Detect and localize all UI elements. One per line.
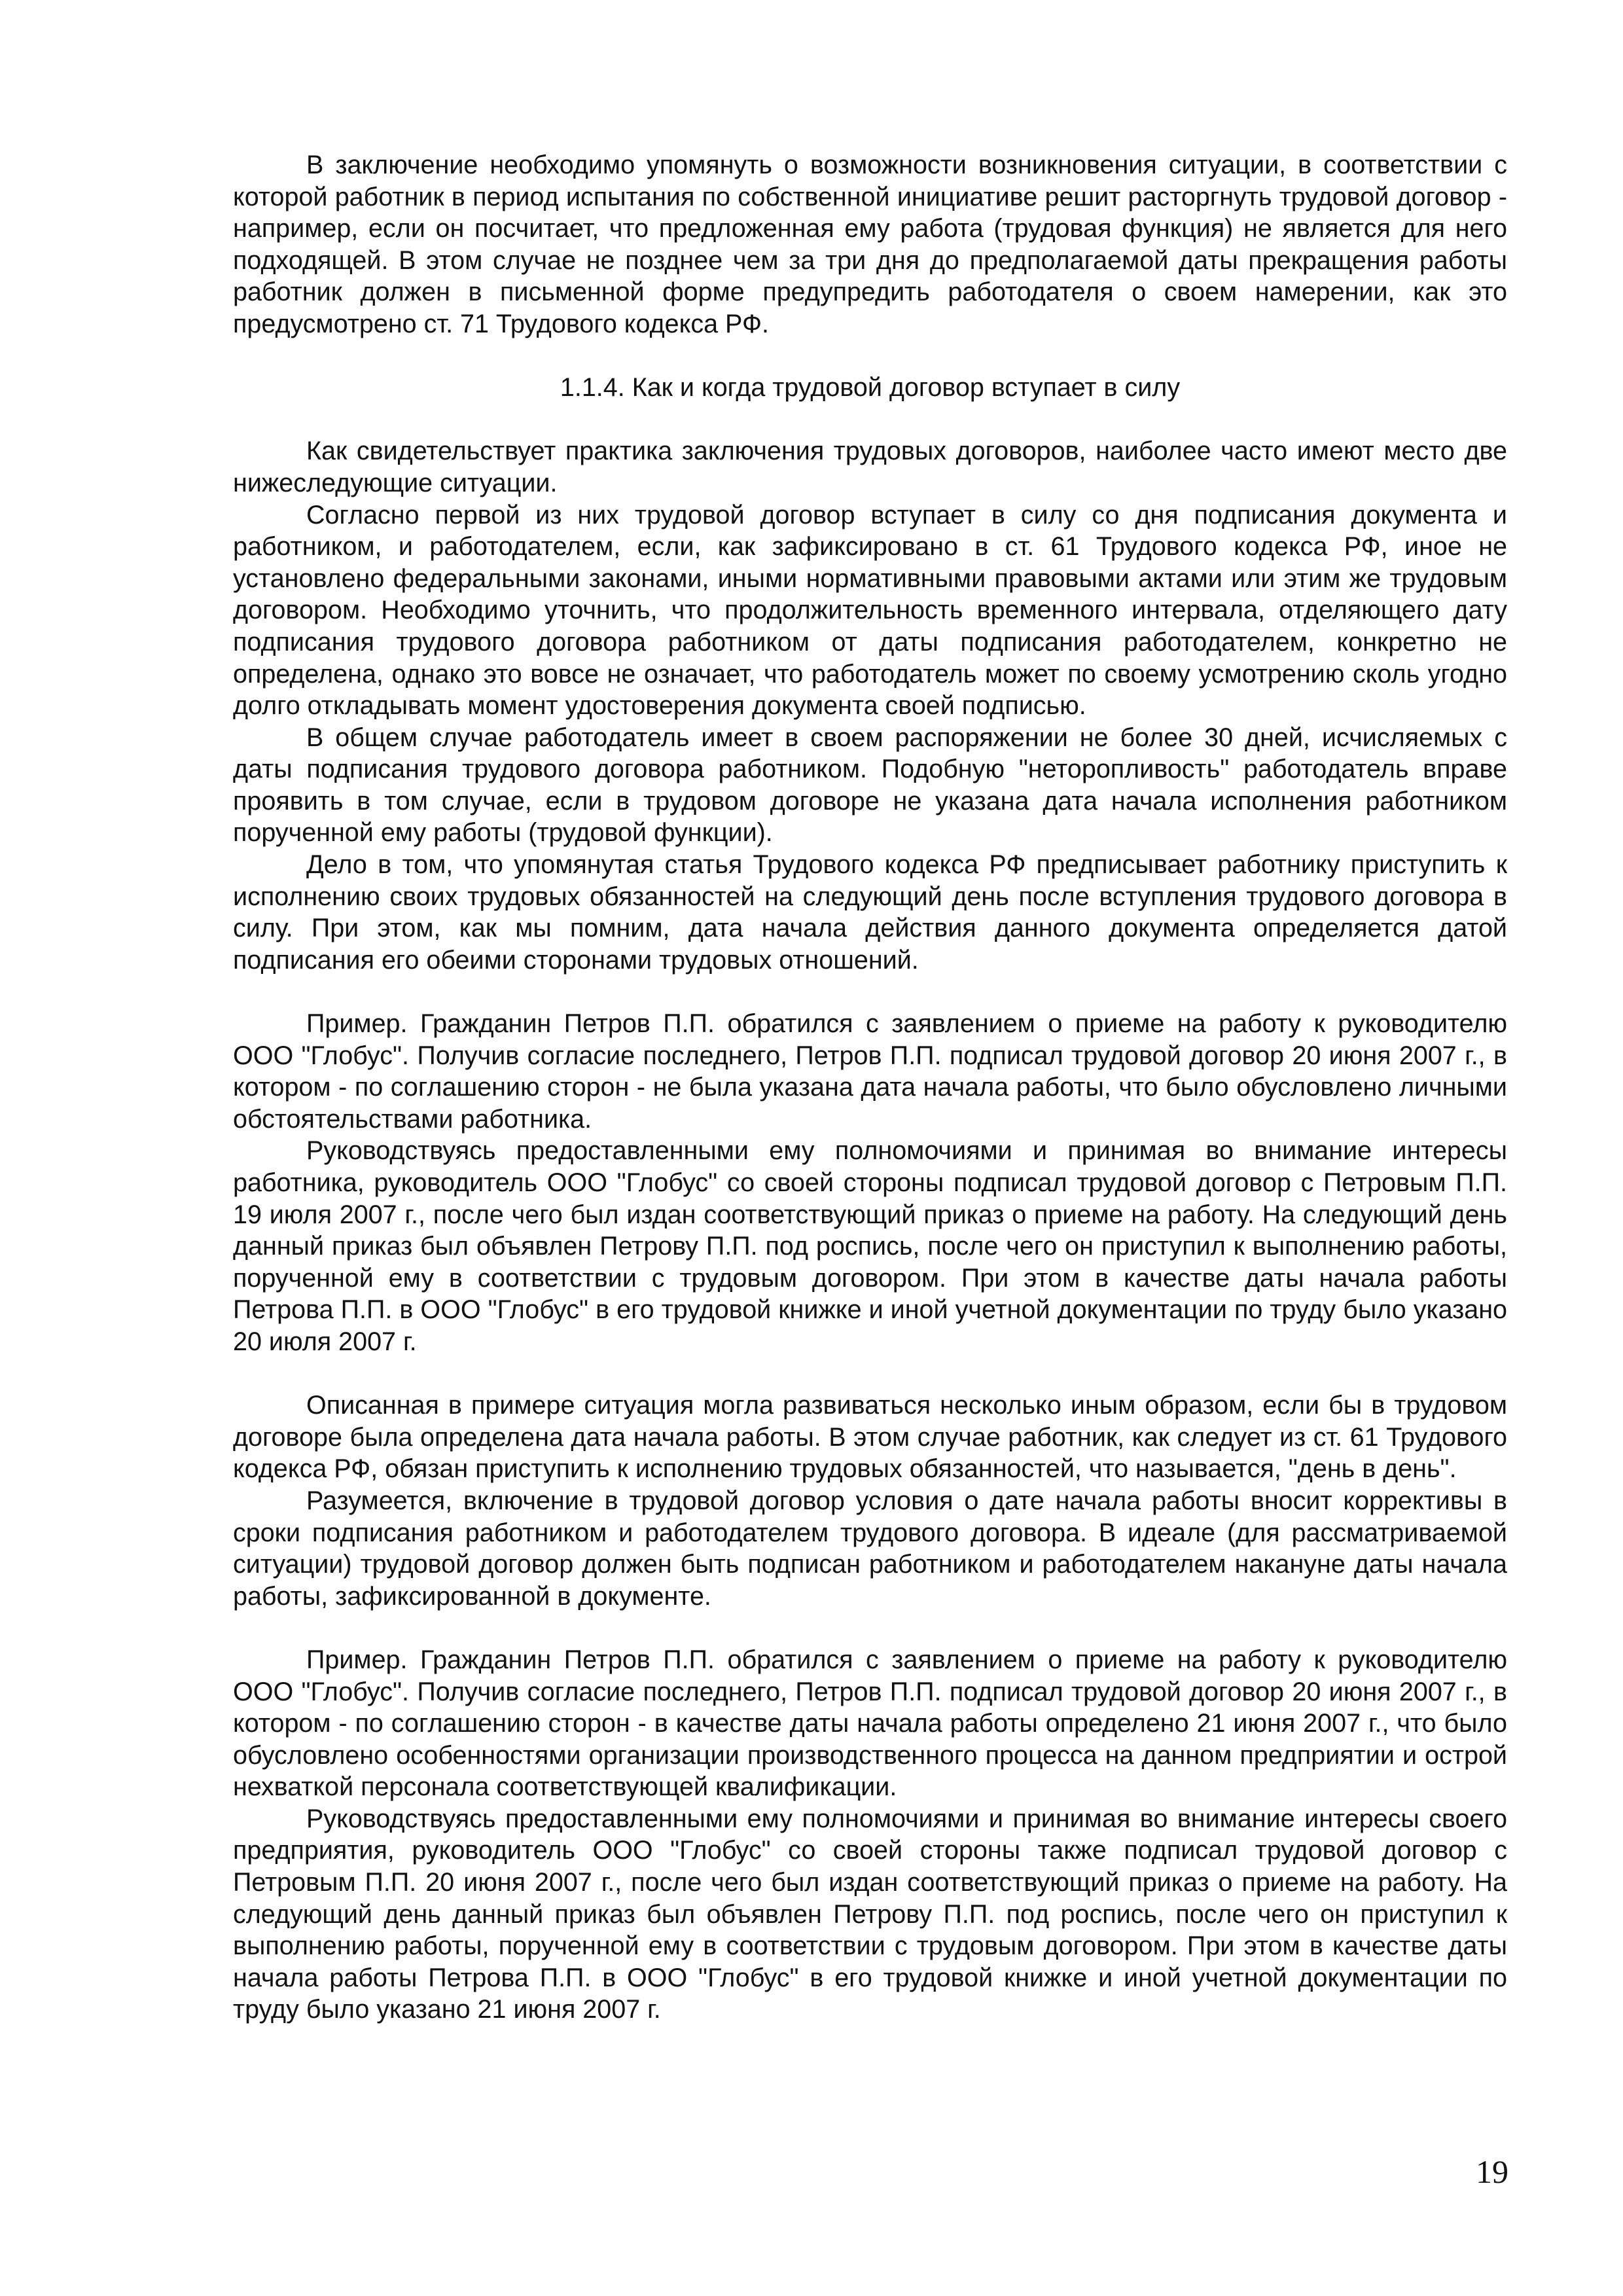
paragraph-example-two: Пример. Гражданин Петров П.П. обратился с заявлением о приеме на работу к руководителю ООО "Глобус". Получив согласие последнего, Петров П.П. подписал трудовой договор 20 июня 2007 г., в котором - по соглашению сторон - в качестве даты начала работы определено 21 июня 2007 г., что было обусловлено особенностями организации производственного процесса на данном предприятии и острой нехваткой персонала соответствующей квалификации. xyxy=(233,1645,1507,1802)
document-page xyxy=(233,149,1507,2026)
page-number: 19 xyxy=(1476,2153,1508,2190)
paragraph-thirty-days: В общем случае работодатель имеет в своем распоряжении не более 30 дней, исчисляемых с даты подписания трудового договора работником. Подобную "неторопливость" работодатель вправе проявить в том случае, если в трудовом договоре не указана дата начала исполнения работником порученной ему работы (трудовой функции). xyxy=(233,723,1507,848)
paragraph-example-one-continued: Руководствуясь предоставленными ему полномочиями и принимая во внимание интересы работника, руководитель ООО "Глобус" со своей стороны подписал трудовой договор с Петровым П.П. 19 июля 2007 г., после чего был издан соответствующий приказ о приеме на работу. На следующий день данный приказ был объявлен Петрову П.П. под роспись, после чего он приступил к выполнению работы, порученной ему в соответствии с трудовым договором. При этом в качестве даты начала работы Петрова П.П. в ООО "Глобус" в его трудовой книжке и иной учетной документации по труду было указано 20 июля 2007 г. xyxy=(233,1136,1507,1356)
spacer xyxy=(233,976,1507,1008)
paragraph-alternative-situation: Описанная в примере ситуация могла развиваться несколько иным образом, если бы в трудовом договоре была определена дата начала работы. В этом случае работник, как следует из ст. 61 Трудового кодекса РФ, обязан приступить к исполнению трудовых обязанностей, что называется, "день в день". xyxy=(233,1391,1507,1484)
paragraph-example-one: Пример. Гражданин Петров П.П. обратился с заявлением о приеме на работу к руководителю ООО "Глобус". Получив согласие последнего, Петров П.П. подписал трудовой договор 20 июня 2007 г., в котором - по соглашению сторон - не была указана дата начала работы, что было обусловлено личными обстоятельствами работника. xyxy=(233,1009,1507,1134)
spacer xyxy=(233,1612,1507,1644)
section-heading: 1.1.4. Как и когда трудовой договор вступает в силу xyxy=(560,373,1181,403)
paragraph-resignation-during-probation: В заключение необходимо упомянуть о возможности возникновения ситуации, в соответствии с которой работник в период испытания по собственной инициативе решит расторгнуть трудовой договор - например, если он посчитает, что предложенная ему работа (трудовая функция) не является для него подходящей. В этом случае не позднее чем за три дня до предполагаемой даты прекращения работы работник должен в письменной форме предупредить работодателя о своем намерении, как это предусмотрено ст. 71 Трудового кодекса РФ. xyxy=(233,151,1507,338)
paragraph-first-situation: Согласно первой из них трудовой договор вступает в силу со дня подписания документа и работником, и работодателем, если, как зафиксировано в ст. 61 Трудового кодекса РФ, иное не установлено федеральными законами, иными нормативными правовыми актами или этим же трудовым договором. Необходимо уточнить, что продолжительность временного интервала, отделяющего дату подписания трудового договора работником от даты подписания работодателем, конкретно не определена, однако это вовсе не означает, что работодатель может по своему усмотрению сколь угодно долго откладывать момент удостоверения документа своей подписью. xyxy=(233,500,1507,721)
spacer xyxy=(233,1358,1507,1390)
paragraph-two-situations: Как свидетельствует практика заключения трудовых договоров, наиболее часто имеют место две нижеследующие ситуации. xyxy=(233,437,1507,497)
spacer xyxy=(233,404,1507,436)
spacer xyxy=(233,340,1507,372)
paragraph-example-two-continued: Руководствуясь предоставленными ему полномочиями и принимая во внимание интересы своего предприятия, руководитель ООО "Глобус" со своей стороны также подписал трудовой договор с Петровым П.П. 20 июня 2007 г., после чего был издан соответствующий приказ о приеме на работу. На следующий день данный приказ был объявлен Петрову П.П. под роспись, после чего он приступил к выполнению работы, порученной ему в соответствии с трудовым договором. При этом в качестве даты начала работы Петрова П.П. в ООО "Глобус" в его трудовой книжке и иной учетной документации по труду было указано 21 июня 2007 г. xyxy=(233,1804,1507,2024)
paragraph-next-day-start: Дело в том, что упомянутая статья Трудового кодекса РФ предписывает работнику приступить к исполнению своих трудовых обязанностей на следующий день после вступления трудового договора в силу. При этом, как мы помним, дата начала действия данного документа определяется датой подписания его обеими сторонами трудовых отношений. xyxy=(233,850,1507,975)
paragraph-start-date-condition: Разумеется, включение в трудовой договор условия о дате начала работы вносит коррективы в сроки подписания работником и работодателем трудового договора. В идеале (для рассматриваемой ситуации) трудовой договор должен быть подписан работником и работодателем накануне даты начала работы, зафиксированной в документе. xyxy=(233,1486,1507,1611)
